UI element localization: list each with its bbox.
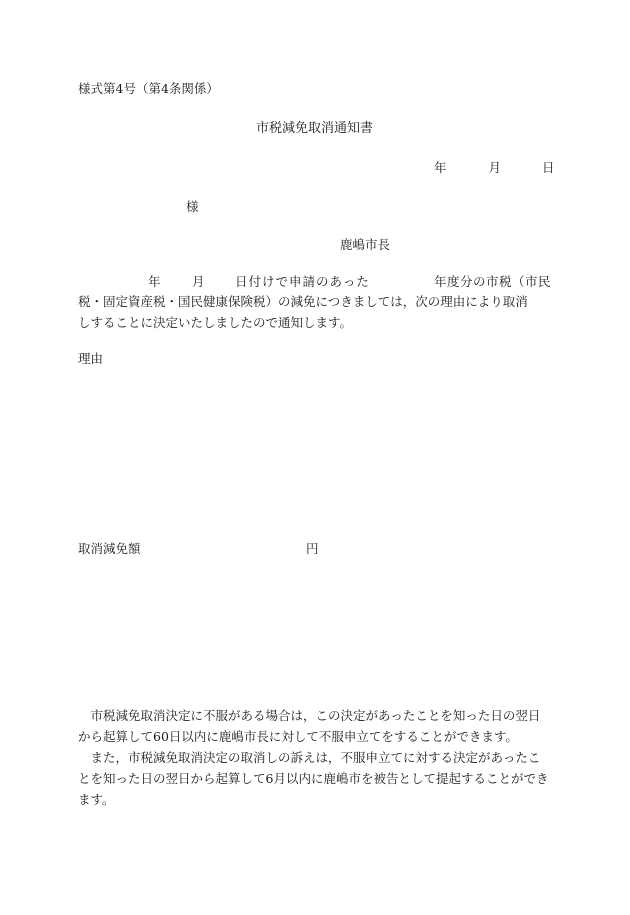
date-year-label: 年 <box>434 160 447 175</box>
recipient-honorific: 様 <box>186 199 199 214</box>
date-month-label: 月 <box>488 160 502 175</box>
amount-unit: 円 <box>306 541 319 556</box>
form-number: 様式第4号（第4条関係） <box>78 81 219 96</box>
notice-paragraph-2: また，市税減免取消決定の取消しの訴えは，不服申立てに対する決定があったことを知った日の翌日から起算して6月以内に鹿嶋市を被告として提起することができます。 <box>78 750 549 807</box>
date-day-label: 日 <box>542 160 555 175</box>
body-line-3: しすることに決定いたしましたので通知します。 <box>78 315 353 330</box>
body-fiscal-year-text: 年度分の市税（市民 <box>434 274 552 289</box>
issue-date <box>434 159 555 177</box>
notice-paragraph-1: 市税減免取消決定に不服がある場合は，この決定があったことを知った日の翌日から起算して60日以内に鹿嶋市長に対して不服申立てをすることができます。 <box>78 708 541 744</box>
reason-label: 理由 <box>78 351 104 366</box>
amount-label: 取消減免額 <box>78 541 141 556</box>
appeal-notice <box>78 705 552 810</box>
body-line-2: 税・固定資産税・国民健康保険税）の減免につきましては，次の理由により取消 <box>78 294 528 309</box>
body-year-label: 年 <box>148 274 161 289</box>
body-applied-text: 日付けで申請のあった <box>235 274 370 289</box>
body-month-label: 月 <box>192 274 205 289</box>
document-title: 市税減免取消通知書 <box>256 121 374 136</box>
issuer-name: 鹿嶋市長 <box>340 237 391 252</box>
